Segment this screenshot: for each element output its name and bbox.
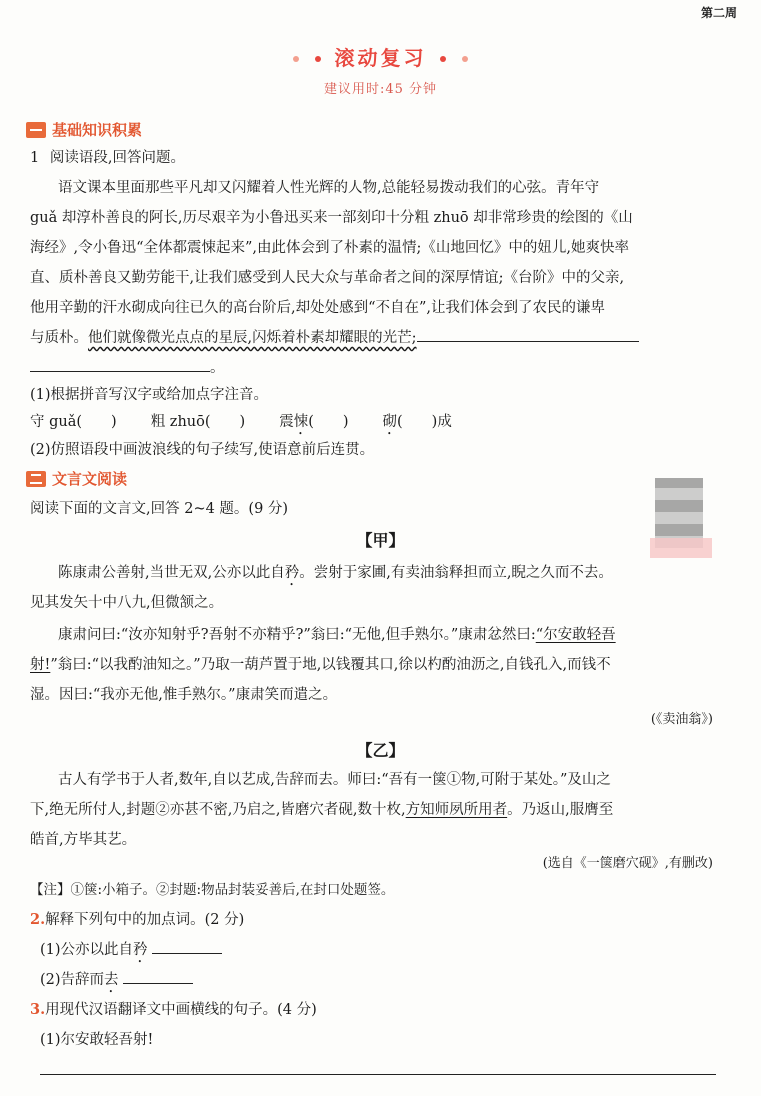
passage-line: 语文课本里面那些平凡却又闪耀着人性光辉的人物,总能轻易拨动我们的心弦。青年守 <box>58 180 600 196</box>
question-text: 阅读语段,回答问题。 <box>49 150 185 166</box>
section-header-2 <box>26 468 127 489</box>
question-2-2 <box>40 965 193 996</box>
underlined-sentence: “尔安敢轻吾 <box>535 627 616 643</box>
dotted-char: 矜 <box>133 942 148 958</box>
text: 下,绝无所付人,封题②亦甚不密,乃启之,皆磨穴者砚,数十枚, <box>30 802 406 818</box>
section-title: 文言文阅读 <box>52 470 128 488</box>
dotted-char: 悚 <box>293 414 309 430</box>
text: 。尝射于家圃,有卖油翁释担而立,睨之久而不去。 <box>299 565 613 581</box>
passage-line: 湿。因曰:“我亦无他,惟手熟尔。”康肃笑而遣之。 <box>30 687 338 703</box>
source-citation: (《卖油翁》) <box>650 712 713 727</box>
passage-text: 与质朴。 <box>30 330 88 346</box>
passage-line: 古人有学书于人者,数年,自以艺成,告辞而去。师曰:“吾有一箧①物,可附于某处。”及山之 <box>58 772 611 788</box>
dotted-char: 去 <box>104 972 119 988</box>
question-3-1: (1)尔安敢轻吾射! <box>40 1032 154 1048</box>
passage-line: 海经》,令小鲁迅“全体都震悚起来”,由此体会到了朴素的温情;《山地回忆》中的妞儿,她爽快率 <box>30 240 630 256</box>
question-number: 2. <box>30 911 46 928</box>
reading-intro: 阅读下面的文言文,回答 2~4 题。(9 分) <box>30 501 289 517</box>
passage-line: 皓首,方毕其艺。 <box>30 832 137 848</box>
passage-line: guǎ 却淳朴善良的阿长,历尽艰辛为小鲁迅买来一部刻印十分粗 zhuō 却非常珍贵的绘图的《山 <box>30 210 633 226</box>
answer-line[interactable] <box>152 953 222 954</box>
question-2-1 <box>40 935 222 966</box>
blank-zhuo[interactable]: 粗 zhuō( ) <box>150 414 246 430</box>
passage-jia-title: 【甲】 <box>356 531 405 550</box>
section-one-icon <box>26 122 46 138</box>
passage-line <box>58 620 616 650</box>
blank: ( )成 <box>397 414 452 430</box>
passage-line <box>30 323 720 353</box>
section-header-1 <box>26 119 142 140</box>
decor-dot <box>293 56 299 62</box>
question-number: 1 <box>30 150 40 166</box>
question-text: 解释下列句中的加点词。(2 分) <box>45 912 245 928</box>
blank-gua[interactable]: 守 guǎ( ) <box>30 414 117 430</box>
passage-line <box>30 650 611 680</box>
text: 康肃问曰:“汝亦知射乎?吾射不亦精乎?”翁曰:“无他,但手熟尔。”康肃忿然曰: <box>58 627 536 643</box>
question-1-prompt <box>30 143 185 173</box>
dotted-char: 砌 <box>382 414 398 430</box>
question-3 <box>30 995 317 1025</box>
fill-blanks <box>30 407 452 438</box>
blank-songs[interactable] <box>279 407 348 438</box>
sub-question-1: (1)根据拼音写汉字或给加点字注音。 <box>30 387 269 403</box>
question-2 <box>30 905 244 935</box>
passage-end: 。 <box>210 360 225 376</box>
dotted-char: 矜 <box>284 565 300 581</box>
decor-dot <box>462 56 468 62</box>
sub-question-2: (2)仿照语段中画波浪线的句子续写,使语意前后连贯。 <box>30 442 375 458</box>
underlined-sentence: 射! <box>30 657 51 673</box>
text: (2)告辞而 <box>40 972 105 988</box>
answer-line[interactable] <box>417 341 639 342</box>
text: ”翁曰:“以我酌油知之。”乃取一葫芦置于地,以钱覆其口,徐以杓酌油沥之,自钱孔入,而钱不 <box>50 657 611 673</box>
passage-line: 见其发矢十中八九,但微颔之。 <box>30 595 224 611</box>
text: 陈康肃公善射,当世无双,公亦以此自 <box>58 565 285 581</box>
annotation-note: 【注】①箧:小箱子。②封题:物品封装妥善后,在封口处题签。 <box>30 882 395 898</box>
text: 。乃返山,服膺至 <box>507 802 614 818</box>
passage-line <box>58 558 613 589</box>
passage-line <box>30 353 225 383</box>
answer-line[interactable] <box>30 371 210 372</box>
passage-line <box>30 795 613 825</box>
underlined-sentence: 方知师夙所用者 <box>405 802 508 818</box>
question-number: 3. <box>30 1001 46 1018</box>
page-title: 滚动复习 <box>334 46 427 70</box>
answer-line[interactable] <box>40 1074 716 1075</box>
title-bar <box>0 42 761 71</box>
section-two-icon <box>26 471 46 487</box>
question-text: 用现代汉语翻译文中画横线的句子。(4 分) <box>45 1002 317 1018</box>
week-label: 第二周 <box>700 6 737 20</box>
wavy-sentence: 他们就像微光点点的星辰,闪烁着朴素却耀眼的光芒; <box>88 330 417 346</box>
passage-line: 直、质朴善良又勤劳能干,让我们感受到人民大众与革命者之间的深厚情谊;《台阶》中的父亲, <box>30 270 625 286</box>
suggested-time: 建议用时:45 分钟 <box>323 82 438 97</box>
decor-dot <box>315 56 321 62</box>
decor-dot <box>440 56 446 62</box>
passage-yi-title: 【乙】 <box>356 741 405 760</box>
text: (1)公亦以此自 <box>40 942 134 958</box>
blank: ( ) <box>308 414 349 430</box>
passage-line: 他用辛勤的汗水砌成向往已久的高台阶后,却处处感到“不自在”,让我们体会到了农民的谦卑 <box>30 300 606 316</box>
section-title: 基础知识积累 <box>52 121 143 139</box>
source-citation: (选自《一箧磨穴砚》,有删改) <box>542 856 713 871</box>
answer-line[interactable] <box>123 983 193 984</box>
char: 震 <box>279 414 294 430</box>
blank-qi[interactable] <box>383 407 452 438</box>
